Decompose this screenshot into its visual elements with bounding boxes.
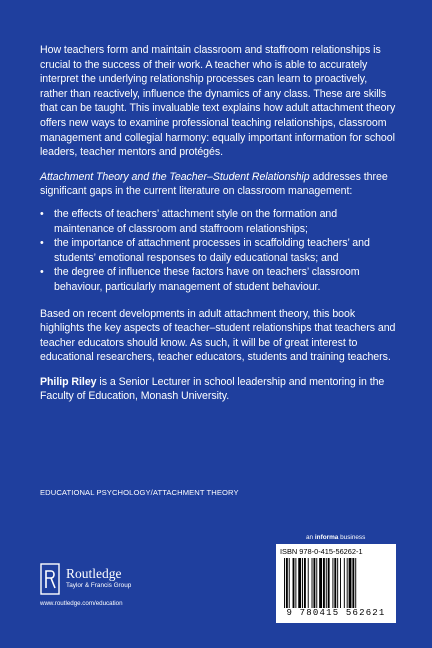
list-item — [40, 265, 396, 294]
publisher-logo — [40, 563, 180, 603]
blurb-paragraph-2 — [40, 170, 396, 199]
informa-suffix: business — [338, 534, 366, 541]
routledge-r-logo-icon — [40, 563, 60, 595]
publisher-url: www.routledge.com/education — [40, 600, 123, 607]
barcode — [276, 544, 396, 623]
bullet-icon: • — [40, 207, 44, 220]
barcode-bars — [284, 558, 392, 614]
barcode-digits: 9 780415 562621 — [276, 608, 396, 618]
bullet-icon: • — [40, 266, 44, 279]
list-item-text: the degree of influence these factors have on teachers’ classroom behaviour, particularly management of student behaviour. — [54, 266, 360, 293]
book-title: Attachment Theory and the Teacher–Student Relationship — [40, 170, 310, 183]
author-name: Philip Riley — [40, 375, 97, 388]
author-bio-text: is a Senior Lecturer in school leadership and mentoring in the Faculty of Education, Monash University. — [40, 375, 385, 403]
list-item — [40, 207, 396, 236]
list-item-text: the importance of attachment processes in scaffolding teachers’ and students’ emotional responses to daily educational tasks; and — [54, 237, 370, 264]
list-item-text: the effects of teachers’ attachment style on the formation and maintenance of classroom and staffroom relationships; — [54, 207, 338, 235]
paragraph-2-text: addresses three significant gaps in the current literature on classroom management: — [40, 170, 388, 198]
list-item — [40, 236, 396, 265]
informa-prefix: an — [306, 534, 315, 541]
blurb-paragraph-3: Based on recent developments in adult attachment theory, this book highlights the key aspects of teacher–student relationships that teachers and teacher educators should know. As such, it will be of great interest to educational researchers, teacher educators, students and training teachers. — [40, 307, 396, 364]
author-bio — [40, 375, 396, 404]
informa-business-line — [306, 534, 365, 541]
isbn-label: ISBN 978-0-415-56262-1 — [280, 547, 363, 556]
publisher-subtitle: Taylor & Francis Group — [66, 582, 132, 589]
informa-brand: informa — [314, 534, 339, 541]
subject-category: EDUCATIONAL PSYCHOLOGY/ATTACHMENT THEORY — [40, 488, 239, 497]
bullet-icon: • — [40, 237, 44, 250]
gaps-list — [40, 207, 396, 295]
blurb-paragraph-1: How teachers form and maintain classroom and staffroom relationships is crucial to the success of their work. A teacher who is able to accurately interpret the underlying relationship processes can learn to proactively, rather than reactively, influence the dynamics of any class. These are skills that can be taught. This invaluable text explains how adult attachment theory offers new ways to examine professional teaching relationships, classroom management and collegial harmony: equally important information for school leaders, teacher mentors and protégés. — [40, 44, 396, 159]
publisher-name: Routledge — [66, 566, 122, 581]
blurb — [40, 43, 396, 414]
